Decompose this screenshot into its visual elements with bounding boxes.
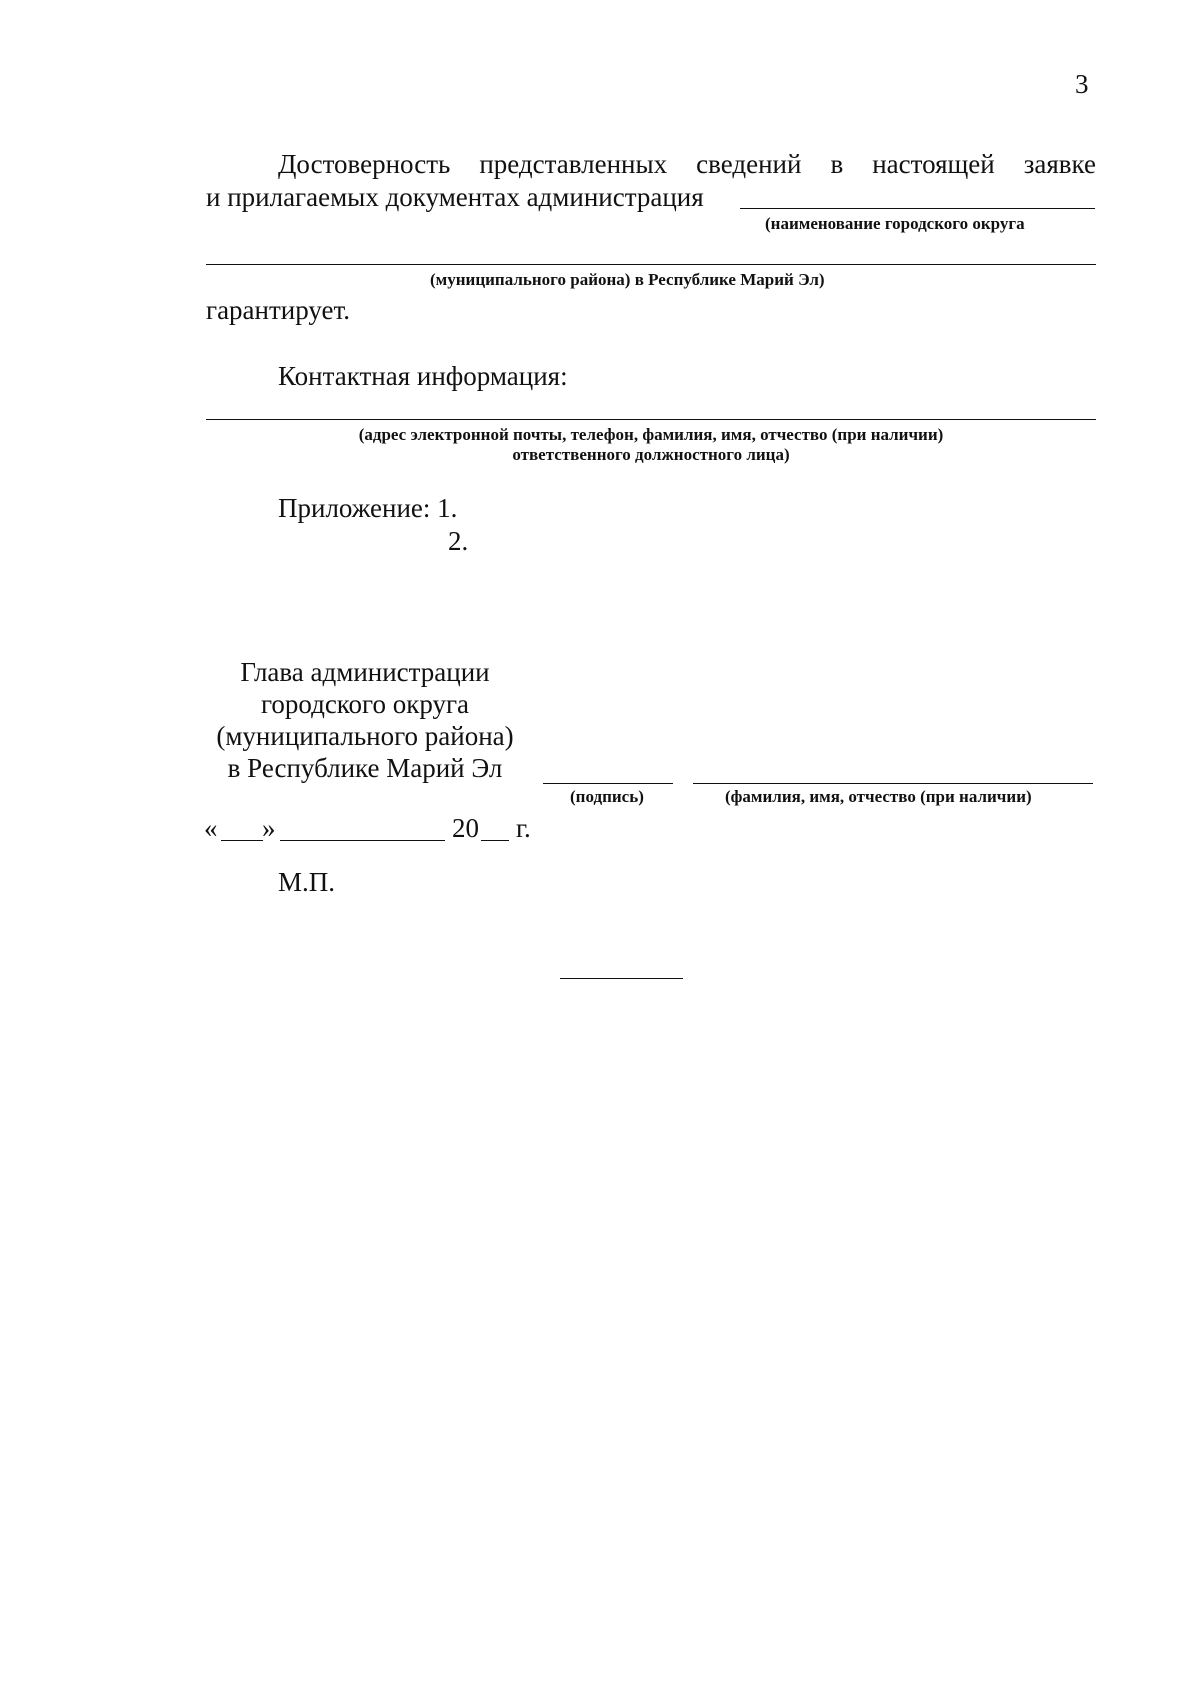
head-title-line3: (муниципального района) — [216, 721, 514, 751]
contact-info-caption — [206, 425, 1096, 465]
attachment-item-2: 2. — [448, 526, 469, 556]
date-open-quote: « — [204, 813, 218, 843]
guarantee-text: гарантирует. — [206, 295, 351, 325]
date-year-suffix: г. — [516, 813, 531, 843]
word: сведений — [696, 149, 802, 179]
word: Достоверность — [278, 149, 451, 179]
full-name-blank-line — [693, 783, 1093, 784]
word: заявке — [1023, 149, 1096, 179]
date-year-prefix: 20 — [452, 813, 479, 843]
contact-caption-line2: ответственного должностного лица) — [512, 445, 790, 464]
head-title-line1: Глава администрации — [240, 657, 490, 687]
signature-caption: (подпись) — [570, 787, 644, 806]
stamp-place-label: М.П. — [278, 867, 336, 897]
admin-name-blank-line — [740, 208, 1095, 209]
reliability-paragraph-line2: и прилагаемых документах администрация — [206, 182, 704, 212]
admin-name-caption: (наименование городского округа — [765, 214, 1025, 233]
full-name-caption: (фамилия, имя, отчество (при наличии) — [725, 787, 1032, 806]
contact-info-blank-line — [206, 419, 1096, 420]
attachments-title: Приложение: — [278, 493, 431, 523]
attachments-label — [278, 492, 457, 524]
date-year-blank — [481, 840, 509, 841]
document-end-separator — [560, 978, 683, 979]
district-caption: (муниципального района) в Республике Марий Эл) — [430, 270, 825, 289]
admin-district-blank-line — [206, 264, 1096, 265]
contact-caption-line1: (адрес электронной почты, телефон, фамилия, имя, отчество (при наличии) — [358, 425, 944, 444]
reliability-paragraph-line1 — [278, 148, 1096, 180]
date-close-quote: » — [262, 813, 276, 843]
contact-info-label: Контактная информация: — [278, 361, 568, 391]
head-title-line2: городского округа — [260, 689, 470, 719]
page-number: 3 — [1075, 69, 1089, 99]
head-title-line4: в Республике Марий Эл — [227, 753, 503, 783]
date-day-blank — [221, 840, 263, 841]
word: представленных — [479, 149, 668, 179]
head-of-administration-title — [200, 656, 530, 784]
date-month-blank — [280, 840, 445, 841]
word: в — [830, 149, 844, 179]
attachment-item-1: 1. — [437, 493, 458, 523]
word: настоящей — [872, 149, 995, 179]
signature-blank-line — [543, 783, 673, 784]
